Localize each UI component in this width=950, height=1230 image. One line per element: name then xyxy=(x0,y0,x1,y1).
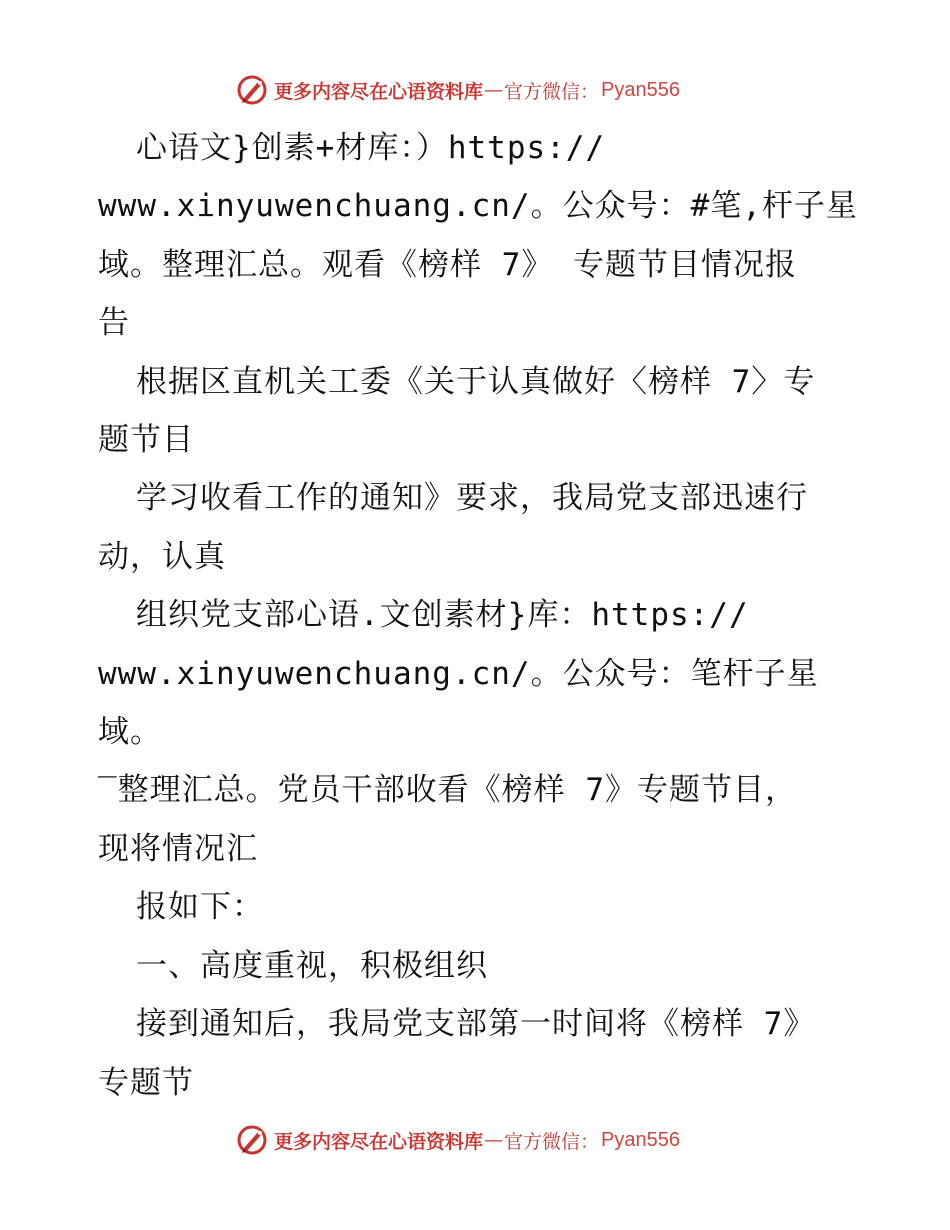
text-line: 专题节 xyxy=(98,1064,194,1101)
banner-wechat-label: 官方微信： xyxy=(504,80,600,103)
text-line: 报如下： xyxy=(136,889,264,926)
banner-wechat-label: 官方微信： xyxy=(504,1130,600,1153)
banner-main-text: 更多内容尽在心语资料库 xyxy=(274,1130,484,1153)
banner-wechat-id: Pyan556 xyxy=(601,1128,680,1151)
text-line: 现将情况汇 xyxy=(98,830,258,867)
text-line: www.xinyuwenchuang.cn/。公众号：#笔,杆子星 xyxy=(98,188,858,225)
text-line: www.xinyuwenchuang.cn/。公众号：笔杆子星域。 xyxy=(98,655,819,751)
banner-dash: — xyxy=(484,79,504,101)
pen-logo-icon xyxy=(236,1124,268,1156)
banner-main-text: 更多内容尽在心语资料库 xyxy=(274,80,484,103)
section-heading: 一、高度重视，积极组织 xyxy=(136,947,488,984)
text-line: ‾整理汇总。党员干部收看《榜样 7》专题节目， xyxy=(98,772,797,809)
text-line: 域。整理汇总。观看《榜样 7》 专题节目情况报 xyxy=(98,246,797,283)
text-line: 心语文}创素+材库：）https:// xyxy=(136,130,606,166)
banner-wechat-id: Pyan556 xyxy=(601,78,680,101)
text-line: 接到通知后，我局党支部第一时间将《榜样 7》 xyxy=(136,1006,816,1043)
text-line: 学习收看工作的通知》要求，我局党支部迅速行 xyxy=(136,480,808,517)
header-banner xyxy=(236,73,756,107)
text-line: 题节目 xyxy=(98,422,194,459)
text-line: 组织党支部心语.文创素材}库：https:// xyxy=(136,597,749,634)
banner-dash: — xyxy=(484,1129,504,1151)
text-line: 告 xyxy=(98,305,130,342)
text-line: 根据区直机关工委《关于认真做好〈榜样 7〉专 xyxy=(136,363,816,400)
pen-logo-icon xyxy=(236,74,268,106)
text-line: 动，认真 xyxy=(98,538,226,575)
document-body xyxy=(98,119,868,1112)
footer-banner xyxy=(236,1123,756,1157)
